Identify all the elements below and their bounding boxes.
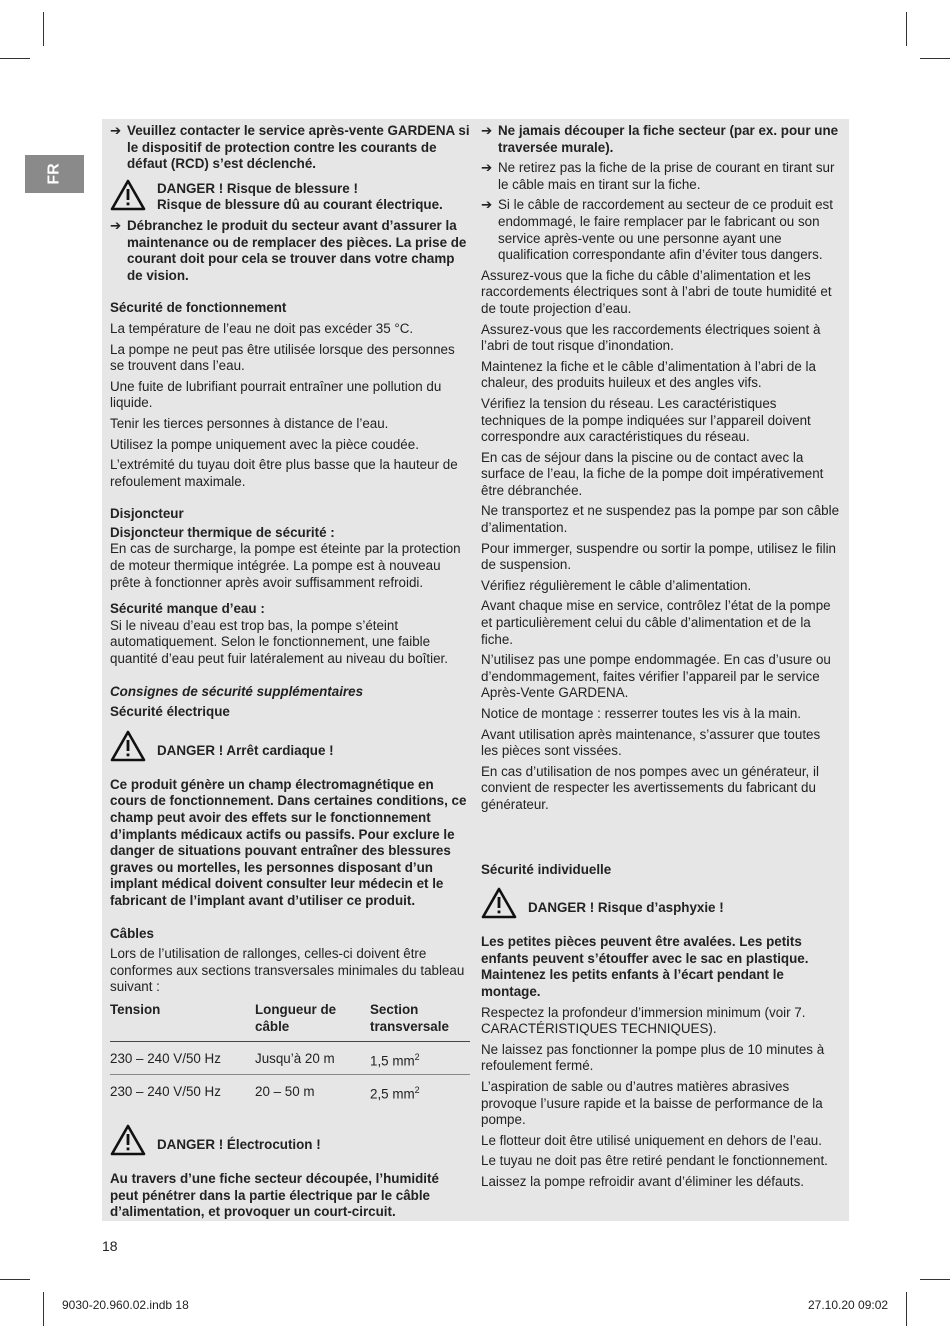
cable-table bbox=[110, 1002, 470, 1107]
page-number: 18 bbox=[102, 1238, 118, 1254]
column-header: Longueur de câble bbox=[255, 1002, 370, 1042]
section-heading: Disjoncteur bbox=[110, 506, 184, 522]
instruction-arrow: ➔ Ne retirez pas la fiche de la prise de courant en tirant sur le câble mais en tirant sur la fiche. bbox=[481, 160, 835, 192]
paragraph: Avant chaque mise en service, contrôlez l’état de la pompe et particulièrement celui du câble d’alimentation et de la fiche. bbox=[481, 598, 831, 647]
table-cell: 1,5 $mm^2$ bbox=[370, 1042, 470, 1075]
print-date: 27.10.20 09:02 bbox=[808, 1298, 889, 1312]
table-cell: 2,5 $mm^2$ bbox=[370, 1085, 420, 1102]
instruction-arrow: ➔ Veuillez contacter le service après-vente GARDENA si le dispositif de protection contre les courants de défaut (RCD) s’est déclenché. bbox=[110, 123, 470, 172]
danger-warning: DANGER ! Arrêt cardiaque ! bbox=[110, 729, 470, 773]
left-column bbox=[110, 123, 470, 1225]
instruction-arrow: ➔ Ne jamais découper la fiche secteur (par ex. pour une traversée murale). bbox=[481, 123, 839, 155]
arrow-icon: ➔ bbox=[110, 123, 122, 138]
section-heading: Sécurité électrique bbox=[110, 704, 230, 720]
table-row bbox=[110, 1075, 470, 1108]
paragraph: Lors de l’utilisation de rallonges, celles-ci doivent être conformes aux sections transversales minimales du tableau suivant : bbox=[110, 946, 465, 995]
paragraph: Assurez-vous que la fiche du câble d’alimentation et les raccordements électriques sont à l’abri de toute humidité et de toute projection d’eau. bbox=[481, 267, 832, 316]
paragraph: Respectez la profondeur d’immersion minimum (voir 7. CARACTÉRISTIQUES TECHNIQUES). bbox=[481, 1004, 806, 1037]
paragraph: L’extrémité du tuyau doit être plus basse que la hauteur de refoulement maximale. bbox=[110, 457, 458, 489]
table-header-row bbox=[110, 1002, 470, 1042]
right-column bbox=[481, 123, 841, 1194]
arrow-icon: ➔ bbox=[110, 217, 122, 233]
paragraph: Avant utilisation après maintenance, s’assurer que toutes les pièces sont vissées. bbox=[481, 726, 821, 759]
language-tab bbox=[25, 155, 84, 193]
table-cell: Jusqu’à 20 m bbox=[255, 1042, 370, 1075]
paragraph: La température de l’eau ne doit pas excéder 35 °C. bbox=[110, 320, 414, 336]
column-header: Section transversale bbox=[370, 1002, 470, 1042]
language-label: FR bbox=[45, 163, 63, 185]
crop-mark bbox=[0, 58, 30, 59]
arrow-icon: ➔ bbox=[481, 197, 493, 213]
arrow-icon: ➔ bbox=[481, 123, 493, 138]
paragraph: Vérifiez la tension du réseau. Les caractéristiques techniques de la pompe indiquées sur l’appareil doivent correspondre aux caractéristiques du réseau. bbox=[481, 395, 811, 445]
paragraph: Ne laissez pas fonctionner la pompe plus de 10 minutes à refoulement fermé. bbox=[481, 1041, 825, 1074]
section-heading: Sécurité de fonctionnement bbox=[110, 300, 287, 316]
paragraph: Si le niveau d’eau est trop bas, la pompe s’éteint automatiquement. Selon le fonctionnement, une faible quantité d’eau peut fuir latéralement au niveau du boîtier. bbox=[110, 617, 448, 667]
danger-warning: DANGER ! Électrocution ! bbox=[110, 1123, 470, 1167]
paragraph: Vérifiez régulièrement le câble d’alimentation. bbox=[481, 577, 752, 593]
paragraph: Ne transportez et ne suspendez pas la pompe par son câble d’alimentation. bbox=[481, 503, 840, 536]
paragraph: Le tuyau ne doit pas être retiré pendant le fonctionnement. bbox=[481, 1153, 828, 1169]
crop-mark bbox=[920, 58, 950, 59]
warning-triangle-icon bbox=[481, 887, 517, 919]
table-row bbox=[110, 1042, 470, 1075]
table-cell: 230 – 240 V/50 Hz bbox=[110, 1084, 221, 1100]
paragraph: Assurez-vous que les raccordements électriques soient à l’abri de tout risque d’inondation. bbox=[481, 321, 821, 354]
paragraph: Notice de montage : resserrer toutes les vis à la main. bbox=[481, 706, 802, 721]
print-file-info: 9030-20.960.02.indb 18 bbox=[62, 1298, 189, 1312]
instruction-arrow: ➔ Si le câble de raccordement au secteur de ce produit est endommagé, le faire remplacer par le fabricant ou son service après-vente ou une personne ayant une qualification correspondante afin d’éviter tous dangers. bbox=[481, 197, 833, 263]
paragraph: Maintenez la fiche et le câble d’alimentation à l’abri de la chaleur, des produits huileux et des angles vifs. bbox=[481, 358, 816, 391]
crop-mark bbox=[906, 12, 907, 46]
danger-warning: DANGER ! Risque de blessure ! Risque de blessure dû au courant électrique. bbox=[110, 181, 470, 214]
instruction-arrow: ➔ Débranchez le produit du secteur avant d’assurer la maintenance ou de remplacer des pièces. La prise de courant doit pour cela se trouver dans votre champ de vision. bbox=[110, 217, 467, 283]
crop-mark bbox=[906, 1292, 907, 1326]
section-heading: Sécurité individuelle bbox=[481, 861, 612, 877]
crop-mark bbox=[43, 1292, 44, 1326]
paragraph: Laissez la pompe refroidir avant d’éliminer les défauts. bbox=[481, 1173, 805, 1189]
paragraph: Tenir les tierces personnes à distance de l’eau. bbox=[110, 415, 389, 431]
paragraph: En cas de surcharge, la pompe est éteinte par la protection de moteur thermique intégrée. La pompe est à nouveau prête à fonctionner après avoir suffisamment refroidi. bbox=[110, 541, 461, 590]
crop-mark bbox=[0, 1279, 30, 1280]
crop-mark bbox=[920, 1279, 950, 1280]
paragraph: La pompe ne peut pas être utilisée lorsque des personnes se trouvent dans l’eau. bbox=[110, 341, 455, 374]
warning-triangle-icon bbox=[110, 179, 146, 211]
subheading: Disjoncteur thermique de sécurité : bbox=[110, 524, 335, 540]
danger-text: Les petites pièces peuvent être avalées. Les petits enfants peuvent s’étouffer avec le sac en plastique. Maintenez les petits enfants à l’écart pendant le montage. bbox=[481, 934, 809, 999]
crop-mark bbox=[43, 12, 44, 46]
warning-triangle-icon bbox=[110, 1124, 146, 1156]
table-cell: 20 – 50 m bbox=[255, 1084, 315, 1100]
paragraph: En cas de séjour dans la piscine ou de contact avec la surface de l’eau, la fiche de la pompe doit impérativement être débranchée. bbox=[481, 449, 824, 498]
paragraph: Une fuite de lubrifiant pourrait entraîner une pollution du liquide. bbox=[110, 378, 442, 411]
danger-warning: DANGER ! Risque d’asphyxie ! bbox=[481, 886, 841, 930]
table-cell: 230 – 240 V/50 Hz bbox=[110, 1042, 255, 1075]
paragraph: L’aspiration de sable ou d’autres matières abrasives provoque l’usure rapide et la baisse de performance de la pompe. bbox=[481, 1078, 823, 1128]
danger-text: Au travers d’une fiche secteur découpée, l’humidité peut pénétrer dans la partie électrique par le câble d’alimentation, et provoquer un court-circuit. bbox=[110, 1171, 439, 1220]
danger-text: Ce produit génère un champ électromagnétique en cours de fonctionnement. Dans certaines conditions, ce champ peut avoir des effets sur le fonctionnement d’implants médicaux actifs ou passifs. Pour exclure le danger de situations pouvant entraîner des blessures graves ou mortelles, les personnes disposant d’un implant médical doivent consulter leur médecin et le fabricant de l’implant avant d’utiliser ce produit. bbox=[110, 776, 467, 908]
section-heading-italic: Consignes de sécurité supplémentaires bbox=[110, 683, 364, 699]
column-header: Tension bbox=[110, 1002, 255, 1042]
warning-triangle-icon bbox=[110, 730, 146, 762]
subheading: Sécurité manque d’eau : bbox=[110, 601, 265, 617]
paragraph: Utilisez la pompe uniquement avec la pièce coudée. bbox=[110, 436, 419, 452]
paragraph: Pour immerger, suspendre ou sortir la pompe, utilisez le filin de suspension. bbox=[481, 540, 837, 573]
paragraph: En cas d’utilisation de nos pompes avec un générateur, il convient de respecter les avertissements du fabricant du générateur. bbox=[481, 763, 819, 812]
paragraph: Le flotteur doit être utilisé uniquement en dehors de l’eau. bbox=[481, 1132, 822, 1148]
section-heading: Câbles bbox=[110, 925, 154, 941]
paragraph: N’utilisez pas une pompe endommagée. En cas d’usure ou d’endommagement, faites vérifier l’appareil par le service Après-Vente GARDENA. bbox=[481, 652, 831, 701]
arrow-icon: ➔ bbox=[481, 160, 493, 176]
